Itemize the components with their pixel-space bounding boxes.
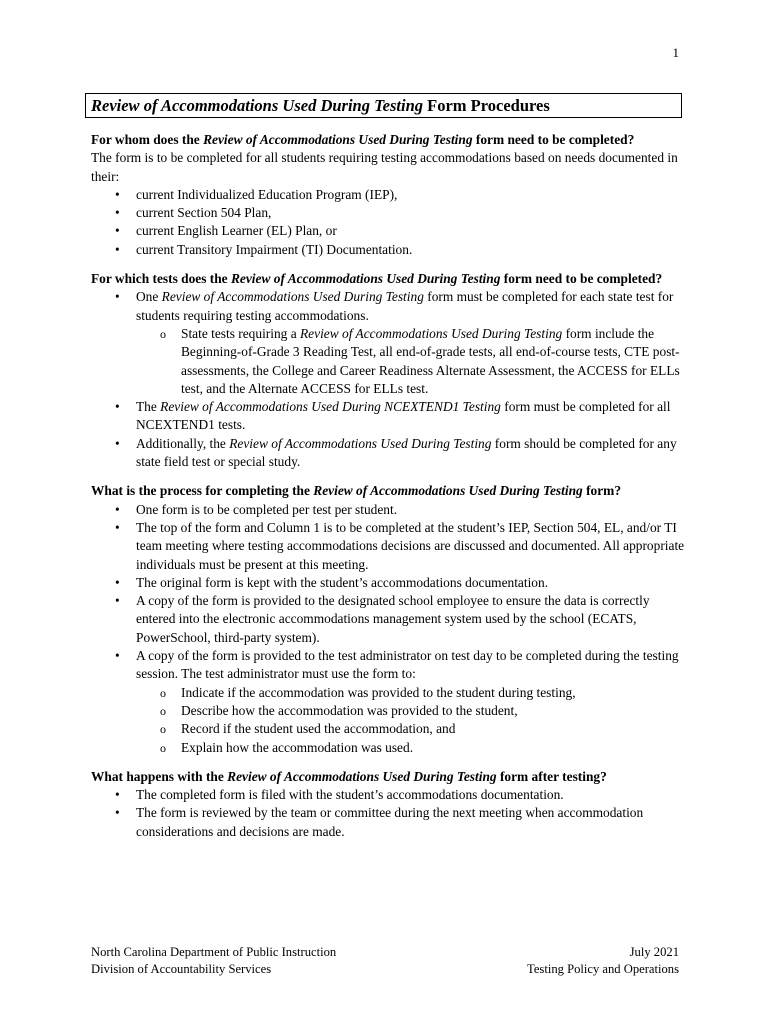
item-form-name: Review of Accommodations Used During Testing xyxy=(229,435,492,451)
page-number: 1 xyxy=(672,45,679,60)
heading-form-name: Review of Accommodations Used During Testing xyxy=(203,132,473,147)
heading-text: form need to be completed? xyxy=(500,271,663,287)
item-text: State tests requiring a xyxy=(181,325,300,341)
title-italic: Review of Accommodations Used During Testing xyxy=(91,96,423,115)
section-who xyxy=(91,131,686,259)
footer-date: July 2021 xyxy=(629,945,679,959)
sub-bullet-list xyxy=(136,325,686,398)
item-text: form must be completed for each state test for students requiring testing accommodations. xyxy=(136,289,674,323)
item-text: form must be completed for all NCEXTEND1 tests. xyxy=(136,399,671,433)
bullet-list xyxy=(91,186,686,259)
question-heading xyxy=(91,768,686,786)
heading-form-name: Review of Accommodations Used During Testing xyxy=(313,483,583,499)
sub-list-item: o Explain how the accommodation was used. xyxy=(136,739,686,757)
bullet-list xyxy=(91,501,686,757)
heading-text: What is the process for completing the xyxy=(91,483,314,499)
item-form-name: Review of Accommodations Used During NCEXTEND1 Testing xyxy=(160,399,501,415)
list-item xyxy=(91,435,686,472)
sub-list-item: o Indicate if the accommodation was provided to the student during testing, xyxy=(136,684,686,702)
item-text: form should be completed for any state field test or special study. xyxy=(136,435,677,470)
heading-text: form? xyxy=(582,483,622,499)
footer-right xyxy=(527,944,679,978)
list-item xyxy=(91,647,686,757)
footer-office: Testing Policy and Operations xyxy=(527,962,679,976)
item-text: One xyxy=(136,289,162,305)
list-item: • current Individualized Education Program (IEP), xyxy=(91,186,686,204)
answer-intro: The form is to be completed for all students requiring testing accommodations based on needs documented in their: xyxy=(91,150,678,184)
footer-left xyxy=(91,944,336,978)
document-body xyxy=(91,131,686,852)
item-text: form include the Beginning-of-Grade 3 Reading Test, all end-of-grade tests, all end-of-course tests, CTE post-assessments, the College and Career Readiness Alternate Assessment, the ACCESS for ELLs test, and the Alternate ACCESS for ELLs test. xyxy=(181,325,680,396)
item-form-name: Review of Accommodations Used During Testing xyxy=(300,325,563,341)
sub-bullet-list xyxy=(136,684,686,757)
footer-division: Division of Accountability Services xyxy=(91,962,272,976)
page-title xyxy=(85,93,682,118)
heading-text: For whom does the xyxy=(91,132,204,147)
list-item: • current Section 504 Plan, xyxy=(91,204,686,222)
sub-list-item xyxy=(136,325,686,398)
heading-form-name: Review of Accommodations Used During Testing xyxy=(227,768,497,784)
section-process xyxy=(91,482,686,756)
question-heading xyxy=(91,270,686,288)
item-form-name: Review of Accommodations Used During Testing xyxy=(161,289,424,305)
bullet-list xyxy=(91,786,686,841)
item-text: The xyxy=(136,399,161,415)
list-item xyxy=(91,398,686,435)
heading-text: What happens with the xyxy=(91,768,228,784)
heading-text: For which tests does the xyxy=(91,271,231,287)
title-plain: Form Procedures xyxy=(423,96,550,115)
list-item: • The completed form is filed with the student’s accommodations documentation. xyxy=(91,786,686,804)
section-which-tests xyxy=(91,270,686,471)
list-item: • One form is to be completed per test per student. xyxy=(91,501,686,519)
footer-department: North Carolina Department of Public Instruction xyxy=(91,945,337,959)
list-item xyxy=(91,288,686,398)
list-item: • current English Learner (EL) Plan, or xyxy=(91,222,686,240)
heading-form-name: Review of Accommodations Used During Testing xyxy=(230,271,501,287)
list-item: • The top of the form and Column 1 is to be completed at the student’s IEP, Section 504, EL, and/or TI team meeting where testing accommodations decisions are discussed and documented. All appropriate individuals must be present at this meeting. xyxy=(91,519,686,574)
item-text: A copy of the form is provided to the test administrator on test day to be completed during the testing session. The test administrator must use the form to: xyxy=(136,648,679,682)
list-item: • The form is reviewed by the team or committee during the next meeting when accommodation considerations and decisions are made. xyxy=(91,804,686,841)
heading-text: form after testing? xyxy=(496,768,607,784)
question-heading xyxy=(91,131,686,149)
list-item: • The original form is kept with the student’s accommodations documentation. xyxy=(91,574,686,592)
bullet-list xyxy=(91,288,686,471)
list-item: • current Transitory Impairment (TI) Documentation. xyxy=(91,241,686,259)
heading-text: form need to be completed? xyxy=(472,132,635,147)
list-item: • A copy of the form is provided to the designated school employee to ensure the data is correctly entered into the electronic accommodations management system used by the school (ECATS, PowerSchool, third-party system). xyxy=(91,592,686,647)
question-heading xyxy=(91,482,686,500)
item-text: Additionally, the xyxy=(136,435,230,451)
sub-list-item: o Record if the student used the accommodation, and xyxy=(136,720,686,738)
sub-list-item: o Describe how the accommodation was provided to the student, xyxy=(136,702,686,720)
section-after-testing xyxy=(91,768,686,841)
